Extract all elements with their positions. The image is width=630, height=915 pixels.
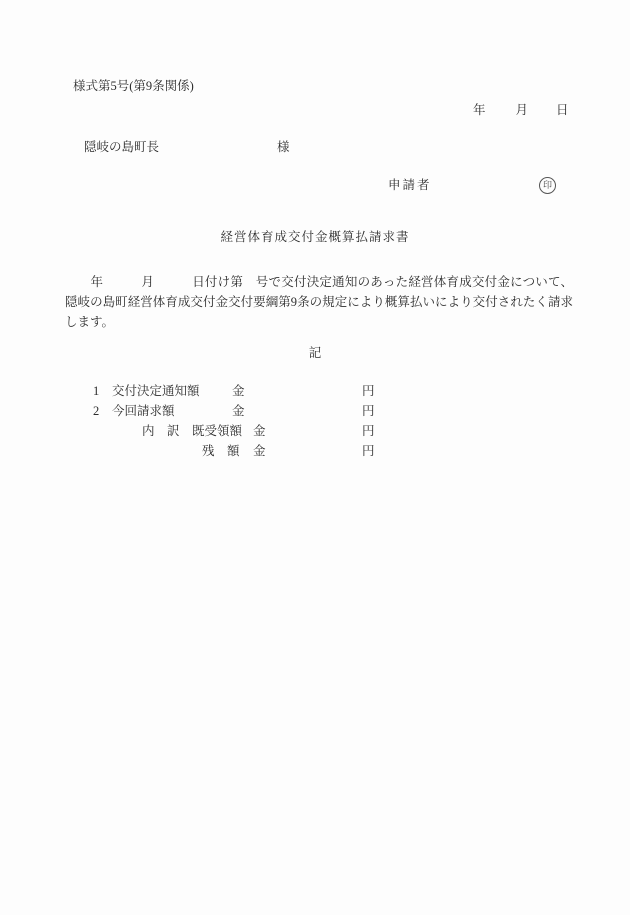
yen-suffix: 円 [362,444,375,458]
document-title: 経営体育成交付金概算払請求書 [220,230,410,244]
item-label: 内 訳 既受領額 [142,424,243,438]
item-row-grant-decision [0,385,630,400]
yen-suffix: 円 [362,424,375,438]
item-label: 今回請求額 [112,404,175,418]
currency-prefix: 金 [232,384,245,398]
yen-suffix: 円 [362,384,375,398]
form-number: 様式第5号(第9条関係) [73,79,194,93]
applicant-label: 申請者 [388,178,432,192]
item-row-breakdown-received [0,425,630,440]
issue-date-line [473,104,569,118]
currency-prefix: 金 [232,404,245,418]
item-label: 残 額 [202,444,240,458]
addressee-honorific: 様 [277,140,290,154]
item-label: 交付決定通知額 [112,384,200,398]
note-heading: 記 [308,346,322,360]
day-label: 日 [556,103,569,117]
addressee-name: 隠岐の島町長 [84,140,160,154]
yen-suffix: 円 [362,404,375,418]
seal-icon: 印 [539,177,556,194]
item-row-remaining-amount [0,445,630,460]
item-row-current-request [0,405,630,420]
item-number: 1 [93,384,100,398]
year-label: 年 [473,103,486,117]
body-paragraph: 年 月 日付け第 号で交付決定通知のあった経営体育成交付金について、隠岐の島町経営体育成交付金交付要綱第9条の規定により概算払いにより交付されたく請求します。 [65,275,573,329]
addressee-line [84,140,290,155]
month-label: 月 [515,103,529,117]
item-number: 2 [93,404,100,418]
currency-prefix: 金 [253,444,266,458]
currency-prefix: 金 [253,424,266,438]
